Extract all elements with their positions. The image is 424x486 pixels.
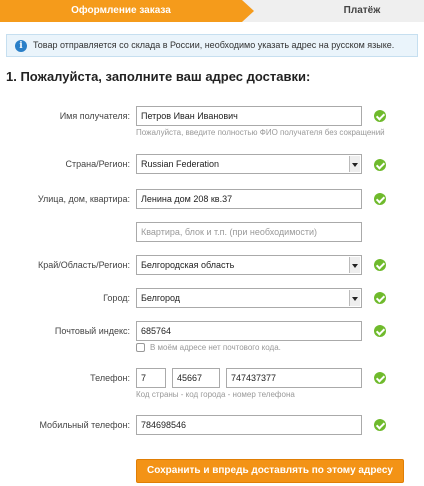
checkout-steps [0, 0, 424, 22]
recipient-input[interactable]: Петров Иван Иванович [136, 106, 362, 126]
recipient-label: Имя получателя: [59, 111, 130, 121]
step-order-label: Оформление заказа [71, 5, 171, 16]
country-valid-icon [374, 159, 386, 171]
notice-text: Товар отправляется со склада в России, необходимо указать адрес на русском языке. [33, 40, 395, 50]
no-zip-checkbox[interactable] [136, 343, 145, 352]
chevron-down-icon[interactable] [349, 257, 360, 273]
street-input[interactable]: Ленина дом 208 кв.37 [136, 189, 362, 209]
phone-country-code-input[interactable]: 7 [136, 368, 166, 388]
recipient-valid-icon [374, 110, 386, 122]
region-select[interactable] [136, 255, 362, 275]
step-arrow [242, 0, 254, 22]
chevron-down-icon[interactable] [349, 156, 360, 172]
chevron-down-icon[interactable] [349, 290, 360, 306]
section-title: 1. Пожалуйста, заполните ваш адрес доставки: [6, 69, 311, 84]
phone-valid-icon [374, 372, 386, 384]
save-address-button[interactable]: Сохранить и впредь доставлять по этому адресу [136, 459, 404, 483]
mobile-label: Мобильный телефон: [39, 420, 130, 430]
mobile-valid-icon [374, 419, 386, 431]
country-select[interactable] [136, 154, 362, 174]
zip-label: Почтовый индекс: [54, 326, 130, 336]
info-icon: i [15, 40, 27, 52]
mobile-input[interactable]: 784698546 [136, 415, 362, 435]
street-valid-icon [374, 193, 386, 205]
phone-number-input[interactable]: 747437377 [226, 368, 362, 388]
step-payment-label: Платёж [343, 5, 381, 16]
country-select-value: Russian Federation [141, 159, 220, 169]
no-zip-label: В моём адресе нет почтового кода. [150, 343, 281, 352]
zip-input[interactable]: 685764 [136, 321, 362, 341]
city-select-value: Белгород [141, 293, 181, 303]
phone-hint: Код страны - код города - номер телефона [136, 390, 295, 399]
phone-area-code-input[interactable]: 45667 [172, 368, 220, 388]
city-select[interactable] [136, 288, 362, 308]
city-label: Город: [103, 293, 130, 303]
region-label: Край/Область/Регион: [38, 260, 130, 270]
phone-label: Телефон: [90, 373, 130, 383]
street-label: Улица, дом, квартира: [37, 194, 130, 204]
russian-address-notice [6, 34, 418, 57]
region-select-value: Белгородская область [141, 260, 235, 270]
apartment-input[interactable]: Квартира, блок и т.п. (при необходимости) [136, 222, 362, 242]
zip-valid-icon [374, 325, 386, 337]
region-valid-icon [374, 259, 386, 271]
country-label: Страна/Регион: [65, 159, 130, 169]
recipient-hint: Пожалуйста, введите полностью ФИО получателя без сокращений [136, 128, 385, 137]
city-valid-icon [374, 292, 386, 304]
